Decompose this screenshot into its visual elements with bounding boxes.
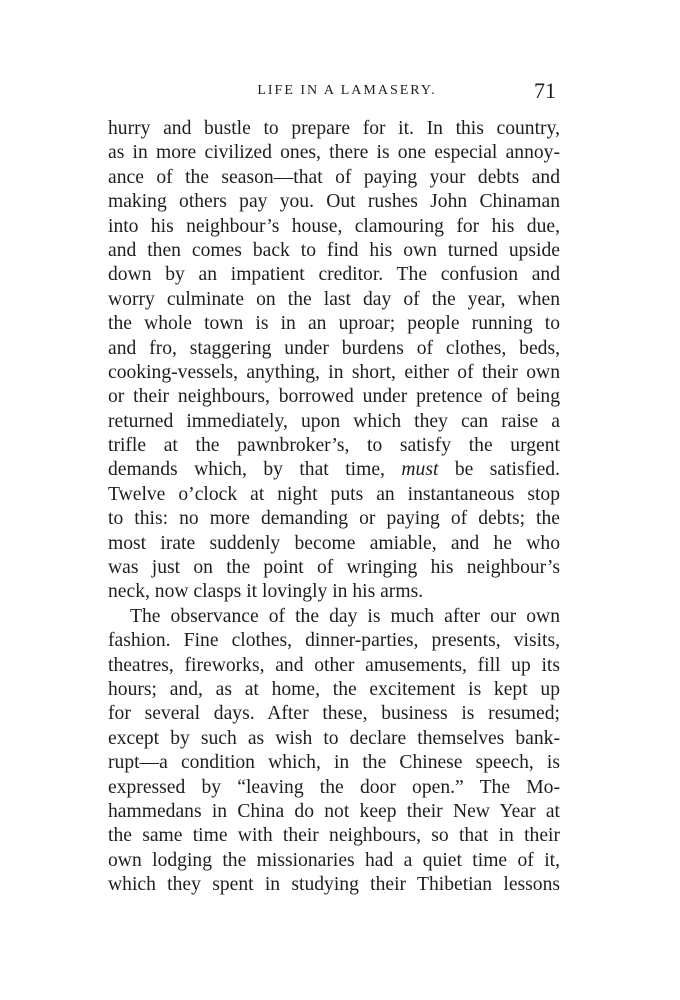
text-line: making others pay you. Out rushes John Chinaman — [108, 191, 560, 213]
text-line: cooking-vessels, anything, in short, either of their own — [108, 361, 560, 383]
text-line: was just on the point of wringing his neighbour’s — [108, 557, 560, 579]
text-line: the same time with their neighbours, so that in their — [108, 825, 560, 847]
text-line: to this: no more demanding or paying of debts; the — [108, 508, 560, 530]
text-line: demands which, by that time, must be satisfied. — [108, 459, 560, 481]
paragraph-2 — [108, 605, 560, 898]
text-line: ance of the season—that of paying your debts and — [108, 166, 560, 188]
text-line: theatres, fireworks, and other amusements, fill up its — [108, 654, 560, 676]
text-line: hammedans in China do not keep their New Year at — [108, 800, 560, 822]
text-line: worry culminate on the last day of the year, when — [108, 288, 560, 310]
emphasized-word: must — [401, 459, 439, 481]
text-line: expressed by “leaving the door open.” The Mo- — [108, 776, 560, 798]
paragraph-1 — [108, 117, 560, 605]
running-head — [0, 80, 680, 104]
text-line: for several days. After these, business is resumed; — [108, 703, 560, 725]
text-line: most irate suddenly become amiable, and he who — [108, 532, 560, 554]
text-line: and then comes back to find his own turned upside — [108, 239, 560, 261]
text-line: hours; and, as at home, the excitement is kept up — [108, 678, 560, 700]
text-line: fashion. Fine clothes, dinner-parties, presents, visits, — [108, 630, 560, 652]
text-line: rupt—a condition which, in the Chinese speech, is — [108, 752, 560, 774]
text-line: hurry and bustle to prepare for it. In this country, — [108, 118, 560, 139]
text-line: except by such as wish to declare themselves bank- — [108, 727, 560, 749]
text-line: which they spent in studying their Thibetian lessons — [108, 874, 560, 896]
text-line: or their neighbours, borrowed under pretence of being — [108, 386, 560, 408]
text-line: returned immediately, upon which they can raise a — [108, 410, 560, 432]
text-line: own lodging the missionaries had a quiet time of it, — [108, 849, 560, 871]
text-line: neck, now clasps it lovingly in his arms. — [108, 581, 424, 603]
text-line: trifle at the pawnbroker’s, to satisfy the urgent — [108, 435, 560, 457]
page-number: 71 — [534, 78, 556, 103]
running-title: LIFE IN A LAMASERY. — [257, 83, 437, 98]
text-line: as in more civilized ones, there is one especial annoy- — [108, 142, 560, 164]
text-line: Twelve o’clock at night puts an instantaneous stop — [108, 483, 560, 505]
text-line: into his neighbour’s house, clamouring for his due, — [108, 215, 560, 237]
text-line: the whole town is in an uproar; people running to — [108, 313, 560, 335]
text-line: down by an impatient creditor. The confusion and — [108, 264, 560, 286]
text-line: The observance of the day is much after our own — [130, 605, 560, 627]
body-text — [108, 117, 560, 898]
text-line: and fro, staggering under burdens of clothes, beds, — [108, 337, 560, 359]
